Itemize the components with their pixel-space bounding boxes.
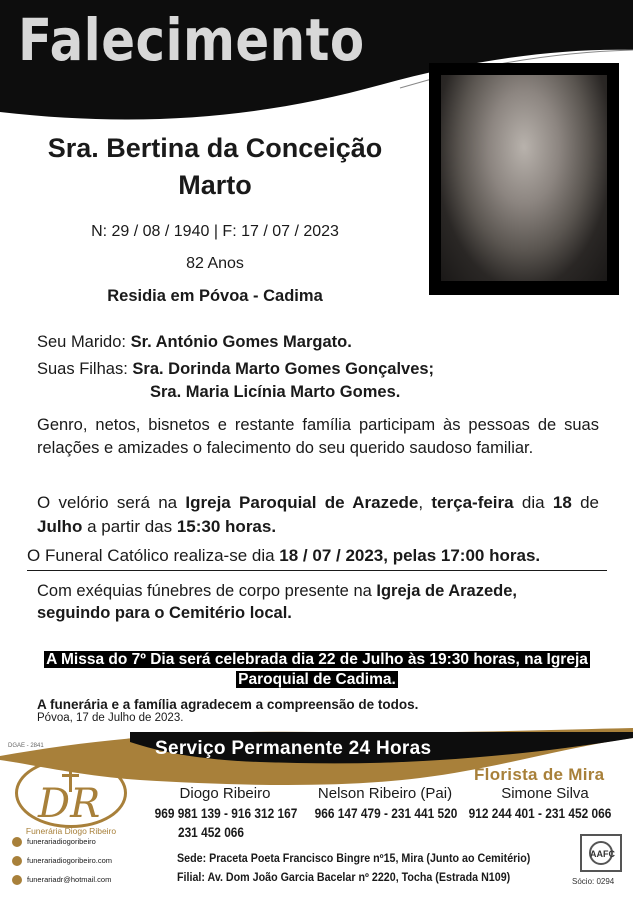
velorio-day: 18: [552, 493, 572, 512]
association-logo-text: AAFC: [590, 849, 615, 859]
page-title: Falecimento: [18, 6, 365, 74]
residence: Residia em Póvoa - Cadima: [107, 287, 323, 305]
missa-line1: A Missa do 7º Dia será celebrada dia 22 de Julho às 19:30 horas, na Igreja: [46, 651, 588, 668]
social-text: funerariadiogoribeiro.com: [27, 856, 113, 865]
life-dates: N: 29 / 08 / 1940 | F: 17 / 07 / 2023: [91, 223, 339, 240]
exequias-paragraph: [37, 580, 599, 603]
velorio-text: O velório será na: [37, 493, 186, 512]
velorio-time: 15:30 horas.: [176, 517, 277, 536]
facebook-icon: [12, 837, 22, 847]
velorio-text: dia: [513, 493, 553, 512]
velorio-text: de: [580, 493, 599, 512]
dgae-number: DGAE - 2841: [8, 743, 44, 749]
exequias-church: Igreja de Arazede,: [376, 582, 518, 600]
instagram-icon: [12, 856, 22, 866]
email-icon: [12, 875, 22, 885]
aafc-icon: [582, 836, 620, 870]
social-email[interactable]: [12, 875, 111, 885]
family-notice: Genro, netos, bisnetos e restante família participam às pessoas de suas relações e amizades o falecimento do seu querido saudoso familiar.: [37, 416, 599, 457]
contact-1-name: Diogo Ribeiro: [179, 785, 271, 802]
contact-1-phone: 969 981 139 - 916 312 167: [154, 806, 298, 821]
contact-3-phone: 912 244 401 - 231 452 066: [468, 806, 612, 821]
daughters-line: [37, 358, 599, 381]
velorio-month: Julho: [37, 517, 83, 536]
missa-line2: Paroquial de Cadima.: [238, 671, 396, 688]
association-logo: [580, 834, 622, 872]
exequias-cemetery: seguindo para o Cemitério local.: [37, 604, 292, 622]
age: 82 Anos: [186, 255, 244, 272]
social-instagram[interactable]: [12, 856, 112, 866]
socio-number: Sócio: 0294: [572, 877, 615, 886]
daughter-2-line: [150, 381, 600, 404]
daughter-2: Sra. Maria Licínia Marto Gomes.: [150, 383, 401, 401]
contact-3-name: Simone Silva: [501, 785, 589, 802]
funeral-text: O Funeral Católico realiza-se dia: [27, 546, 280, 565]
funeral-underline: [27, 570, 607, 571]
deceased-name-line1: Sra. Bertina da Conceição: [47, 133, 383, 163]
florista-brand: Florista de Mira: [474, 765, 605, 784]
deceased-name-line2: Marto: [178, 170, 252, 200]
contact-2-name: Nelson Ribeiro (Pai): [317, 785, 453, 802]
cross-icon-bar: [62, 774, 79, 777]
exequias-line2: [37, 602, 599, 625]
velorio-weekday: terça-feira: [431, 493, 514, 512]
velorio-text: ,: [418, 493, 432, 512]
daughters-label: Suas Filhas:: [37, 360, 128, 378]
date-place: Póvoa, 17 de Julho de 2023.: [37, 712, 184, 724]
velorio-text: a partir das: [82, 517, 177, 536]
missa-notice: [17, 650, 617, 690]
daughter-1: Sra. Dorinda Marto Gomes Gonçalves;: [132, 360, 435, 378]
husband-line: [37, 331, 599, 354]
husband-label: Seu Marido:: [37, 333, 126, 351]
velorio-paragraph: [37, 491, 599, 539]
filial-address: Filial: Av. Dom João Garcia Bacelar nº 2220, Tocha (Estrada N109): [177, 872, 511, 884]
sede-address: Sede: Praceta Poeta Francisco Bingre nº15, Mira (Junto ao Cemitério): [177, 853, 531, 865]
contact-1-phone2: 231 452 066: [177, 825, 245, 840]
portrait-photo: [441, 75, 607, 281]
exequias-text: Com exéquias fúnebres de corpo presente na: [37, 582, 377, 600]
funeral-datetime: 18 / 07 / 2023, pelas 17:00 horas.: [279, 546, 541, 565]
logo-letters: DR: [38, 781, 101, 827]
social-text: funerariadiogoribeiro: [27, 837, 96, 846]
social-text: funerariadr@hotmail.com: [27, 875, 112, 884]
social-facebook[interactable]: [12, 837, 96, 847]
funeral-notice: [27, 546, 540, 566]
contact-2-phone: 966 147 479 - 231 441 520: [314, 806, 458, 821]
thanks-note: A funerária e a família agradecem a compreensão de todos.: [37, 697, 419, 712]
velorio-church: Igreja Paroquial de Arazede: [185, 493, 419, 512]
husband-name: Sr. António Gomes Margato.: [130, 333, 352, 351]
logo-name: Funerária Diogo Ribeiro: [25, 826, 117, 836]
service-banner-text: Serviço Permanente 24 Horas: [155, 738, 432, 759]
